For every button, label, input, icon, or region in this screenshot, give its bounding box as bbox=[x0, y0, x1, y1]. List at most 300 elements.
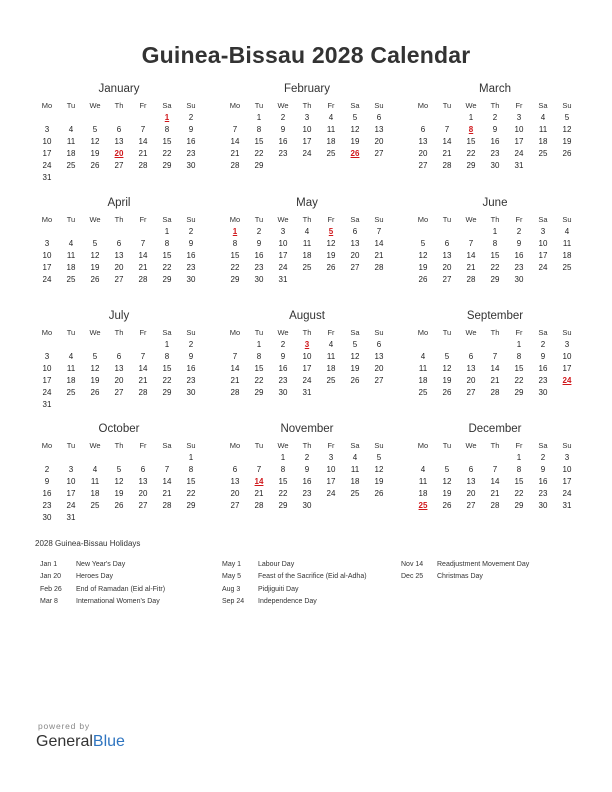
week-row bbox=[223, 274, 391, 286]
day-cell: 24 bbox=[302, 149, 312, 158]
day-cell: 15 bbox=[278, 477, 288, 486]
holiday-date: Feb 26 bbox=[40, 585, 62, 593]
month-day-grid bbox=[411, 327, 579, 399]
day-cell: 25 bbox=[66, 161, 76, 170]
weekday-label: Fr bbox=[515, 328, 523, 337]
day-cell: 13 bbox=[114, 137, 124, 146]
empty-cell bbox=[295, 160, 319, 172]
empty-cell bbox=[35, 112, 59, 124]
day-cell: 19 bbox=[418, 263, 428, 272]
day-cell: 16 bbox=[538, 477, 548, 486]
day-cell: 29 bbox=[514, 501, 524, 510]
empty-cell bbox=[483, 339, 507, 351]
day-cell: 11 bbox=[302, 239, 312, 248]
day-cell: 29 bbox=[162, 275, 172, 284]
day-cell: 14 bbox=[138, 251, 148, 260]
week-row bbox=[411, 160, 579, 172]
month-name: March bbox=[479, 83, 511, 95]
brand-logo[interactable] bbox=[36, 733, 125, 751]
empty-cell bbox=[83, 226, 107, 238]
day-cell: 17 bbox=[562, 477, 572, 486]
day-cell: 7 bbox=[164, 465, 170, 474]
day-cell: 27 bbox=[442, 275, 452, 284]
empty-cell bbox=[131, 226, 155, 238]
day-cell: 4 bbox=[68, 239, 74, 248]
day-cell: 17 bbox=[562, 364, 572, 373]
day-cell: 8 bbox=[516, 352, 522, 361]
day-cell: 5 bbox=[444, 465, 450, 474]
weekday-label: Mo bbox=[229, 328, 241, 337]
day-cell: 24 bbox=[278, 263, 288, 272]
day-cell: 1 bbox=[164, 227, 170, 236]
month-day-grid bbox=[223, 440, 391, 512]
empty-cell bbox=[107, 226, 131, 238]
day-cell: 3 bbox=[44, 125, 50, 134]
day-cell: 1 bbox=[516, 340, 522, 349]
day-cell: 30 bbox=[186, 388, 196, 397]
day-cell: 10 bbox=[562, 352, 572, 361]
day-cell: 11 bbox=[418, 364, 428, 373]
day-cell: 18 bbox=[90, 489, 100, 498]
day-cell: 29 bbox=[514, 388, 524, 397]
day-cell: 6 bbox=[376, 113, 382, 122]
day-cell: 14 bbox=[162, 477, 172, 486]
empty-cell bbox=[131, 172, 155, 184]
holiday-date: Aug 3 bbox=[222, 585, 241, 593]
weekday-label: Fr bbox=[327, 101, 335, 110]
holiday-row bbox=[40, 571, 165, 583]
day-cell: 31 bbox=[562, 501, 572, 510]
day-cell: 27 bbox=[230, 501, 240, 510]
month-name: January bbox=[98, 83, 140, 95]
day-cell: 23 bbox=[278, 376, 288, 385]
weekday-header bbox=[411, 327, 579, 339]
weekday-label: Th bbox=[490, 215, 500, 224]
weekday-label: Th bbox=[302, 101, 312, 110]
day-cell: 12 bbox=[90, 251, 100, 260]
day-cell: 24 bbox=[302, 376, 312, 385]
month-september bbox=[411, 310, 579, 420]
weekday-header bbox=[411, 440, 579, 452]
weekday-label: Mo bbox=[417, 441, 429, 450]
day-cell: 21 bbox=[466, 263, 476, 272]
month-name: November bbox=[280, 423, 334, 435]
empty-cell bbox=[271, 160, 295, 172]
day-cell: 8 bbox=[280, 465, 286, 474]
week-row bbox=[411, 452, 579, 464]
empty-cell bbox=[107, 399, 131, 411]
day-cell: 21 bbox=[162, 489, 172, 498]
day-cell: 4 bbox=[540, 113, 546, 122]
day-cell: 3 bbox=[280, 227, 286, 236]
day-cell: 31 bbox=[42, 400, 52, 409]
day-cell: 25 bbox=[562, 263, 572, 272]
day-cell: 4 bbox=[352, 453, 358, 462]
day-cell: 19 bbox=[442, 489, 452, 498]
day-cell: 7 bbox=[232, 125, 238, 134]
month-day-grid bbox=[35, 100, 203, 184]
day-cell: 23 bbox=[538, 489, 548, 498]
weekday-label: Mo bbox=[229, 441, 241, 450]
day-cell: 14 bbox=[230, 137, 240, 146]
day-cell: 5 bbox=[376, 453, 382, 462]
week-row bbox=[411, 387, 579, 399]
day-cell: 20 bbox=[442, 263, 452, 272]
weekday-label: We bbox=[465, 215, 477, 224]
day-cell: 6 bbox=[116, 125, 122, 134]
day-cell: 17 bbox=[302, 364, 312, 373]
week-row bbox=[411, 262, 579, 274]
week-row bbox=[35, 452, 203, 464]
day-cell: 17 bbox=[278, 251, 288, 260]
month-name: February bbox=[283, 83, 331, 95]
day-cell: 6 bbox=[232, 465, 238, 474]
month-august bbox=[223, 310, 391, 420]
day-cell: 13 bbox=[418, 137, 428, 146]
day-cell: 3 bbox=[516, 113, 522, 122]
day-cell: 9 bbox=[304, 465, 310, 474]
month-march bbox=[411, 83, 579, 193]
day-cell: 4 bbox=[328, 340, 334, 349]
empty-cell bbox=[367, 160, 391, 172]
weekday-label: Su bbox=[562, 215, 572, 224]
day-cell: 8 bbox=[516, 465, 522, 474]
weekday-header bbox=[35, 327, 203, 339]
day-cell: 11 bbox=[350, 465, 360, 474]
empty-cell bbox=[131, 512, 155, 524]
holiday-name: Pidjiguiti Day bbox=[258, 585, 299, 593]
day-cell: 17 bbox=[326, 477, 336, 486]
day-cell: 31 bbox=[514, 161, 524, 170]
day-cell: 22 bbox=[162, 149, 172, 158]
day-cell: 5 bbox=[352, 113, 358, 122]
day-cell: 25 bbox=[326, 149, 336, 158]
day-cell: 16 bbox=[186, 364, 196, 373]
day-cell: 10 bbox=[42, 251, 52, 260]
weekday-label: Mo bbox=[417, 215, 429, 224]
day-cell: 22 bbox=[254, 376, 264, 385]
holiday-date: May 1 bbox=[222, 561, 242, 568]
day-cell: 19 bbox=[442, 376, 452, 385]
day-cell: 18 bbox=[326, 137, 336, 146]
day-cell: 28 bbox=[162, 501, 172, 510]
weekday-label: Th bbox=[302, 328, 312, 337]
day-cell: 24 bbox=[42, 161, 52, 170]
weekday-label: Su bbox=[374, 328, 384, 337]
day-cell: 16 bbox=[514, 251, 524, 260]
day-cell: 25 bbox=[90, 501, 100, 510]
day-cell: 21 bbox=[442, 149, 452, 158]
weekday-label: We bbox=[89, 441, 101, 450]
empty-cell bbox=[83, 452, 107, 464]
day-cell: 22 bbox=[514, 489, 524, 498]
month-day-grid bbox=[35, 327, 203, 411]
week-row bbox=[411, 351, 579, 363]
month-november bbox=[223, 423, 391, 533]
day-cell: 11 bbox=[326, 352, 336, 361]
day-cell: 17 bbox=[42, 263, 52, 272]
day-cell: 13 bbox=[230, 477, 240, 486]
empty-cell bbox=[435, 112, 459, 124]
day-cell: 6 bbox=[116, 352, 122, 361]
weekday-label: Mo bbox=[229, 101, 241, 110]
day-cell: 13 bbox=[138, 477, 148, 486]
day-cell: 17 bbox=[514, 137, 524, 146]
weekday-label: Sa bbox=[350, 101, 360, 110]
holiday-name: Heroes Day bbox=[76, 573, 113, 581]
empty-cell bbox=[107, 339, 131, 351]
month-day-grid bbox=[223, 214, 391, 286]
day-cell: 26 bbox=[114, 501, 124, 510]
empty-cell bbox=[555, 274, 579, 286]
day-cell: 18 bbox=[66, 263, 76, 272]
day-cell: 20 bbox=[114, 376, 124, 385]
day-cell: 17 bbox=[302, 137, 312, 146]
weekday-label: Mo bbox=[41, 101, 53, 110]
day-cell: 21 bbox=[254, 489, 264, 498]
day-cell: 19 bbox=[90, 263, 100, 272]
day-cell: 2 bbox=[280, 340, 286, 349]
day-cell: 3 bbox=[304, 113, 310, 122]
day-cell: 28 bbox=[138, 388, 148, 397]
weekday-label: Mo bbox=[41, 328, 53, 337]
day-cell: 8 bbox=[492, 239, 498, 248]
weekday-header bbox=[411, 214, 579, 226]
day-cell: 14 bbox=[138, 364, 148, 373]
day-cell: 23 bbox=[490, 149, 500, 158]
holiday-column bbox=[222, 559, 367, 608]
empty-cell bbox=[179, 512, 203, 524]
day-cell: 8 bbox=[164, 125, 170, 134]
day-cell: 7 bbox=[140, 125, 146, 134]
empty-cell bbox=[555, 387, 579, 399]
day-cell: 20 bbox=[466, 376, 476, 385]
empty-cell bbox=[83, 172, 107, 184]
holiday-name: New Year's Day bbox=[76, 561, 126, 568]
day-cell: 1 bbox=[164, 340, 170, 349]
day-cell: 11 bbox=[562, 239, 572, 248]
day-cell: 29 bbox=[254, 161, 264, 170]
holiday-day-cell: 14 bbox=[254, 477, 264, 486]
week-row bbox=[411, 476, 579, 488]
holiday-row bbox=[401, 571, 529, 583]
day-cell: 20 bbox=[114, 263, 124, 272]
empty-cell bbox=[343, 160, 367, 172]
weekday-label: Sa bbox=[538, 101, 548, 110]
week-row bbox=[223, 387, 391, 399]
day-cell: 15 bbox=[162, 251, 172, 260]
day-cell: 10 bbox=[326, 465, 336, 474]
day-cell: 8 bbox=[232, 239, 238, 248]
day-cell: 30 bbox=[186, 275, 196, 284]
holiday-name: Labour Day bbox=[258, 561, 295, 568]
weekday-label: Mo bbox=[417, 328, 429, 337]
weekday-label: Th bbox=[302, 441, 312, 450]
weekday-label: Su bbox=[562, 328, 572, 337]
week-row bbox=[35, 512, 203, 524]
empty-cell bbox=[59, 339, 83, 351]
day-cell: 31 bbox=[278, 275, 288, 284]
empty-cell bbox=[367, 274, 391, 286]
day-cell: 16 bbox=[186, 251, 196, 260]
month-name: May bbox=[296, 197, 318, 209]
week-row bbox=[35, 488, 203, 500]
holiday-row bbox=[40, 559, 165, 571]
day-cell: 7 bbox=[256, 465, 262, 474]
week-row bbox=[411, 124, 579, 136]
day-cell: 4 bbox=[328, 113, 334, 122]
day-cell: 20 bbox=[466, 489, 476, 498]
day-cell: 24 bbox=[514, 149, 524, 158]
week-row bbox=[35, 262, 203, 274]
month-name: December bbox=[468, 423, 522, 435]
week-row bbox=[411, 500, 579, 512]
day-cell: 16 bbox=[42, 489, 52, 498]
day-cell: 26 bbox=[442, 388, 452, 397]
weekday-label: Fr bbox=[515, 215, 523, 224]
day-cell: 5 bbox=[116, 465, 122, 474]
week-row bbox=[35, 387, 203, 399]
day-cell: 14 bbox=[442, 137, 452, 146]
day-cell: 5 bbox=[444, 352, 450, 361]
month-day-grid bbox=[35, 440, 203, 524]
day-cell: 9 bbox=[492, 125, 498, 134]
day-cell: 22 bbox=[162, 376, 172, 385]
empty-cell bbox=[555, 160, 579, 172]
weekday-label: Sa bbox=[162, 328, 172, 337]
day-cell: 6 bbox=[376, 340, 382, 349]
day-cell: 6 bbox=[352, 227, 358, 236]
day-cell: 19 bbox=[90, 376, 100, 385]
day-cell: 9 bbox=[540, 352, 546, 361]
holiday-date: Sep 24 bbox=[222, 597, 245, 605]
day-cell: 19 bbox=[114, 489, 124, 498]
holiday-day-cell: 3 bbox=[304, 340, 310, 349]
day-cell: 26 bbox=[442, 501, 452, 510]
empty-cell bbox=[343, 500, 367, 512]
empty-cell bbox=[435, 452, 459, 464]
day-cell: 6 bbox=[468, 465, 474, 474]
day-cell: 21 bbox=[138, 149, 148, 158]
day-cell: 12 bbox=[114, 477, 124, 486]
weekday-label: We bbox=[465, 441, 477, 450]
day-cell: 8 bbox=[188, 465, 194, 474]
weekday-label: Th bbox=[114, 328, 124, 337]
week-row bbox=[411, 375, 579, 387]
day-cell: 11 bbox=[90, 477, 100, 486]
weekday-label: Fr bbox=[515, 441, 523, 450]
weekday-label: Fr bbox=[139, 101, 147, 110]
day-cell: 11 bbox=[66, 137, 76, 146]
day-cell: 3 bbox=[44, 352, 50, 361]
day-cell: 28 bbox=[230, 388, 240, 397]
empty-cell bbox=[459, 452, 483, 464]
day-cell: 7 bbox=[492, 352, 498, 361]
empty-cell bbox=[319, 274, 343, 286]
week-row bbox=[223, 500, 391, 512]
holiday-day-cell: 24 bbox=[562, 376, 572, 385]
day-cell: 4 bbox=[92, 465, 98, 474]
holiday-name: Feast of the Sacrifice (Eid al-Adha) bbox=[258, 573, 367, 581]
day-cell: 23 bbox=[302, 489, 312, 498]
weekday-label: Su bbox=[186, 328, 196, 337]
empty-cell bbox=[83, 399, 107, 411]
month-july bbox=[35, 310, 203, 420]
weekday-label: We bbox=[277, 328, 289, 337]
empty-cell bbox=[59, 226, 83, 238]
day-cell: 1 bbox=[188, 453, 194, 462]
day-cell: 16 bbox=[538, 364, 548, 373]
day-cell: 19 bbox=[374, 477, 384, 486]
holiday-column bbox=[40, 559, 165, 608]
day-cell: 18 bbox=[418, 489, 428, 498]
empty-cell bbox=[155, 452, 179, 464]
week-row bbox=[223, 488, 391, 500]
day-cell: 5 bbox=[92, 125, 98, 134]
day-cell: 30 bbox=[538, 501, 548, 510]
day-cell: 5 bbox=[564, 113, 570, 122]
empty-cell bbox=[107, 112, 131, 124]
day-cell: 12 bbox=[442, 364, 452, 373]
day-cell: 27 bbox=[114, 161, 124, 170]
week-row bbox=[411, 274, 579, 286]
day-cell: 26 bbox=[90, 161, 100, 170]
day-cell: 28 bbox=[138, 275, 148, 284]
day-cell: 17 bbox=[42, 376, 52, 385]
day-cell: 20 bbox=[230, 489, 240, 498]
day-cell: 3 bbox=[564, 340, 570, 349]
weekday-label: Sa bbox=[350, 215, 360, 224]
day-cell: 21 bbox=[138, 263, 148, 272]
day-cell: 3 bbox=[68, 465, 74, 474]
day-cell: 17 bbox=[42, 149, 52, 158]
day-cell: 1 bbox=[492, 227, 498, 236]
weekday-label: Su bbox=[562, 441, 572, 450]
day-cell: 14 bbox=[230, 364, 240, 373]
day-cell: 18 bbox=[66, 376, 76, 385]
day-cell: 30 bbox=[278, 388, 288, 397]
empty-cell bbox=[35, 339, 59, 351]
empty-cell bbox=[179, 399, 203, 411]
weekday-label: Fr bbox=[139, 215, 147, 224]
day-cell: 27 bbox=[466, 501, 476, 510]
day-cell: 26 bbox=[90, 275, 100, 284]
weekday-label: Tu bbox=[442, 328, 452, 337]
holiday-date: Nov 14 bbox=[401, 561, 424, 568]
day-cell: 14 bbox=[490, 477, 500, 486]
day-cell: 12 bbox=[442, 477, 452, 486]
month-name: September bbox=[466, 310, 524, 322]
month-day-grid bbox=[411, 100, 579, 172]
empty-cell bbox=[223, 452, 247, 464]
day-cell: 21 bbox=[138, 376, 148, 385]
weekday-label: We bbox=[277, 101, 289, 110]
weekday-header bbox=[223, 214, 391, 226]
weekday-label: We bbox=[277, 215, 289, 224]
day-cell: 7 bbox=[232, 352, 238, 361]
weekday-label: Th bbox=[114, 441, 124, 450]
day-cell: 11 bbox=[538, 125, 548, 134]
day-cell: 16 bbox=[490, 137, 500, 146]
day-cell: 6 bbox=[116, 239, 122, 248]
day-cell: 29 bbox=[162, 388, 172, 397]
weekday-label: Th bbox=[114, 215, 124, 224]
day-cell: 28 bbox=[466, 275, 476, 284]
weekday-label: We bbox=[89, 328, 101, 337]
weekday-header bbox=[35, 214, 203, 226]
empty-cell bbox=[59, 112, 83, 124]
week-row bbox=[35, 124, 203, 136]
